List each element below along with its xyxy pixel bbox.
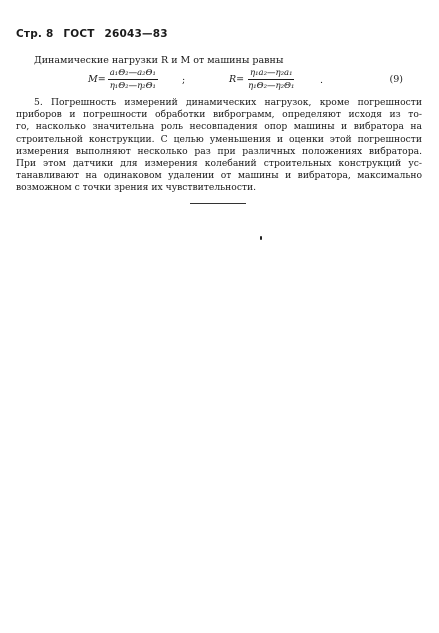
formula-m-denominator: η₁Θ₂—η₂Θ₁: [109, 81, 156, 91]
paragraph-line: 5. Погрешность измерений динамических нагрузок, кроме погрешности: [34, 97, 422, 108]
equation-9: [0, 68, 439, 94]
paragraph-line: приборов и погрешности обработки виброграмм, определяют исходя из то-: [16, 109, 422, 121]
formula-r-lhs: R=: [229, 74, 245, 85]
formula-m: [88, 68, 158, 91]
paragraph-5: [16, 97, 422, 195]
formula-r-denominator: η₁Θ₂—η₂Θ₁: [248, 81, 295, 91]
paragraph-line: возможном с точки зрения их чувствительности.: [16, 182, 257, 194]
formula-r: [229, 68, 296, 91]
page-label: Стр. 8: [16, 28, 54, 40]
formula-trailing-dot: .: [320, 75, 324, 86]
paragraph-line: При этом датчики для измерения колебаний строительных конструкций ус-: [16, 158, 422, 170]
paragraph-line: измерения выполняют несколько раз при различных положениях вибратора.: [16, 145, 422, 157]
standard-label: ГОСТ: [63, 28, 95, 40]
page-header: [16, 28, 174, 40]
scan-speck: [260, 236, 262, 240]
standard-number: 26043—83: [104, 28, 168, 40]
formula-m-lhs: M=: [88, 74, 106, 85]
formula-separator: ;: [182, 75, 186, 86]
paragraph-line: го, насколько значительна роль несовпадения опор машины и вибратора на: [16, 121, 422, 133]
formula-m-fraction: [108, 68, 158, 91]
end-rule: [190, 203, 246, 204]
paragraph-line: строительной конструкции. С целью уменьшения и оценки этой погрешности: [16, 133, 422, 145]
equation-number: (9): [389, 74, 403, 85]
formula-r-fraction: [246, 68, 296, 91]
paragraph-line: танавливают на одинаковом удалении от машины и вибратора, максимально: [16, 170, 422, 182]
intro-text: Динамические нагрузки R и M от машины равны: [34, 55, 284, 66]
formula-m-numerator: a₁Θ₂—a₂Θ₁: [109, 68, 156, 78]
formula-r-numerator: η₁a₂—η₂a₁: [250, 68, 293, 78]
